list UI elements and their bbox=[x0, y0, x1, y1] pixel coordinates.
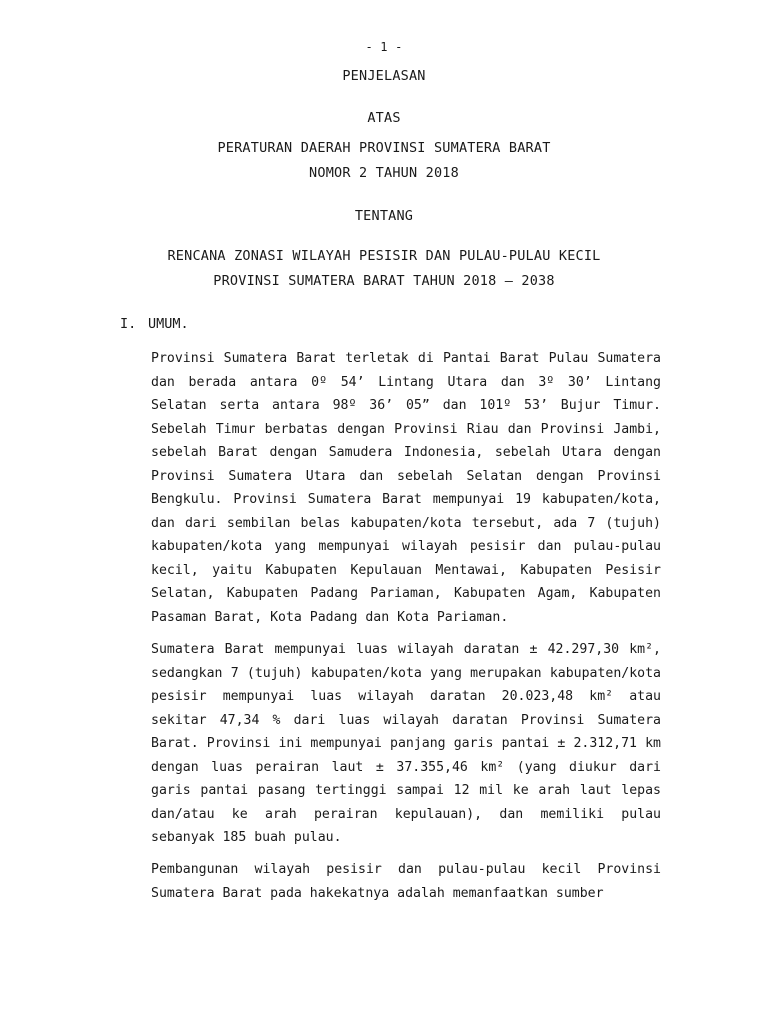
document-title-line-2: PROVINSI SUMATERA BARAT TAHUN 2018 – 2038 bbox=[213, 273, 555, 289]
heading-peraturan: PERATURAN DAERAH PROVINSI SUMATERA BARAT bbox=[217, 140, 551, 156]
document-title-line-1: RENCANA ZONASI WILAYAH PESISIR DAN PULAU-PULAU KECIL bbox=[167, 248, 601, 264]
body-paragraph: Sumatera Barat mempunyai luas wilayah daratan ± 42.297,30 km², sedangkan 7 (tujuh) kabupaten/kota yang merupakan kabupaten/kota pesisir mempunyai luas wilayah daratan 20.023,48 km² atau sekitar 47,34 % dari luas wilayah daratan Provinsi Sumatera Barat. Provinsi ini mempunyai panjang garis pantai ± 2.312,71 km dengan luas perairan laut ± 37.355,46 km² (yang diukur dari garis pantai pasang tertinggi sampai 12 mil ke arah laut lepas dan/atau ke arah perairan kepulauan), dan memiliki pulau sebanyak 185 buah pulau. bbox=[151, 642, 661, 845]
body-paragraph: Provinsi Sumatera Barat terletak di Pantai Barat Pulau Sumatera dan berada antara 0º 54’ Lintang Utara dan 3º 30’ Lintang Selatan serta antara 98º 36’ 05” dan 101º 53’ Bujur Timur. Sebelah Timur berbatas dengan Provinsi Riau dan Provinsi Jambi, sebelah Barat dengan Samudera Indonesia, sebelah Utara dengan Provinsi Sumatera Utara dan sebelah Selatan dengan Provinsi Bengkulu. Provinsi Sumatera Barat mempunyai 19 kabupaten/kota, dan dari sembilan belas kabupaten/kota tersebut, ada 7 (tujuh) kabupaten/kota yang mempunyai wilayah pesisir dan pulau-pulau kecil, yaitu Kabupaten Kepulauan Mentawai, Kabupaten Pesisir Selatan, Kabupaten Padang Pariaman, Kabupaten Agam, Kabupaten Pasaman Barat, Kota Padang dan Kota Pariaman. bbox=[151, 351, 661, 625]
page-number: - 1 - bbox=[365, 40, 403, 54]
section-title: UMUM. bbox=[148, 316, 189, 332]
heading-tentang: TENTANG bbox=[354, 208, 414, 224]
section-heading bbox=[120, 316, 189, 332]
heading-penjelasan: PENJELASAN bbox=[342, 68, 426, 84]
section-number: I. bbox=[120, 316, 137, 332]
heading-atas: ATAS bbox=[367, 110, 401, 126]
heading-nomor: NOMOR 2 TAHUN 2018 bbox=[309, 165, 459, 181]
body-paragraph: Pembangunan wilayah pesisir dan pulau-pulau kecil Provinsi Sumatera Barat pada hakekatnya adalah memanfaatkan sumber bbox=[151, 862, 661, 901]
